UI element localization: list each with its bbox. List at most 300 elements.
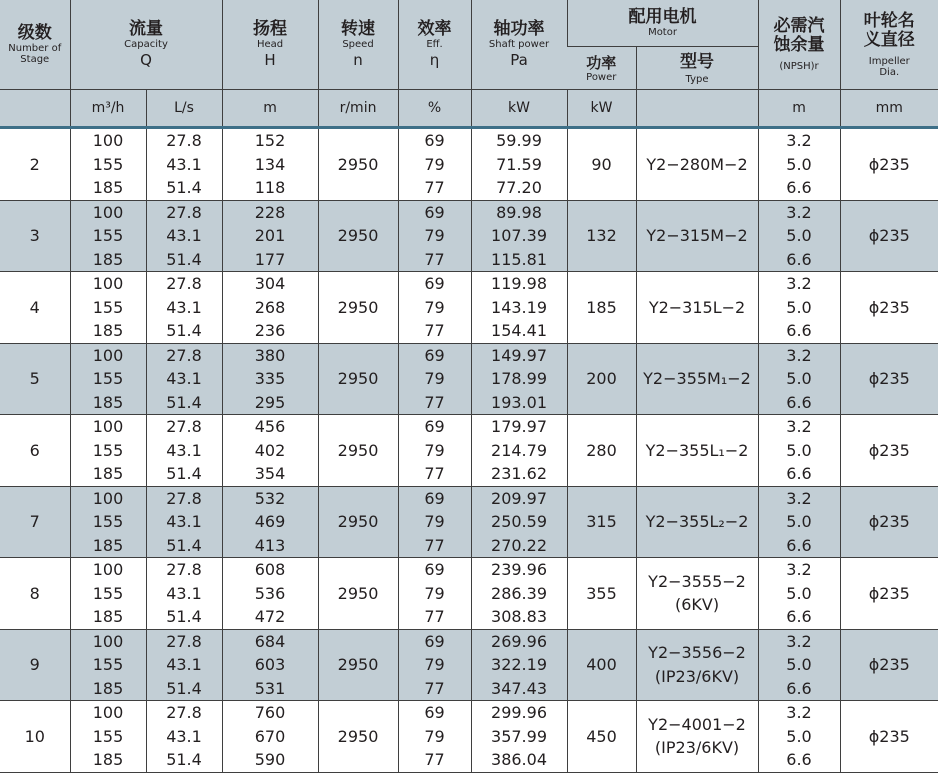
head-cell-value: 472	[254, 607, 286, 626]
capacity-m3h-cell	[70, 272, 146, 344]
speed-header-cn: 转速	[341, 18, 376, 39]
stage-cell: 9	[0, 629, 70, 701]
motor-power-cell: 280	[567, 415, 636, 487]
capacity-ls-cell-value: 27.8	[166, 345, 202, 365]
shaft-power-cell	[471, 629, 567, 701]
head-cell-value: 295	[254, 392, 286, 412]
head-cell	[222, 701, 318, 773]
table-row	[0, 701, 938, 773]
capacity-ls-cell	[146, 343, 222, 415]
capacity-ls-cell-value: 43.1	[166, 297, 202, 317]
stage-cell: 7	[0, 486, 70, 558]
shaft-power-cell-value: 270.22	[491, 535, 547, 555]
capacity-m3h-cell-value: 100	[92, 345, 124, 365]
motor-type-cell	[636, 415, 758, 487]
eff-cell	[398, 129, 471, 200]
stage-cell: 10	[0, 701, 70, 773]
npsh-cell-value: 5.0	[786, 226, 812, 245]
capacity-m3h-cell-value: 100	[92, 488, 124, 508]
shaft-power-cell-value: 231.62	[491, 464, 547, 483]
head-cell	[222, 129, 318, 200]
motor-power-cell: 400	[567, 629, 636, 701]
speed-header	[318, 0, 398, 90]
motor-type-cell	[636, 129, 758, 200]
shaft-power-cell-value: 179.97	[491, 417, 547, 436]
npsh-cell-value: 3.2	[786, 131, 812, 150]
impeller-cell: ϕ235	[840, 486, 938, 558]
npsh-cell-value: 6.6	[786, 178, 812, 197]
npsh-cell-value: 6.6	[786, 249, 812, 269]
shaft-power-cell-value: 322.19	[491, 655, 547, 674]
capacity-m3h-cell-value: 155	[92, 369, 124, 388]
eff-cell	[398, 701, 471, 773]
impeller-header-cn: 叶轮名义直径	[863, 10, 915, 50]
eff-cell	[398, 558, 471, 630]
capacity-ls-cell	[146, 701, 222, 773]
head-header	[222, 0, 318, 90]
shaft-power-cell-value: 193.01	[491, 392, 547, 412]
npsh-cell-value: 5.0	[786, 297, 812, 317]
capacity-m3h-cell	[70, 629, 146, 701]
npsh-header-en: (NPSH)r	[779, 61, 819, 72]
eff-cell-value: 79	[424, 655, 445, 674]
table-body	[0, 129, 938, 772]
shaft-power-cell-value: 209.97	[491, 488, 547, 508]
eff-cell-value: 69	[424, 560, 445, 579]
table-header	[0, 0, 938, 129]
motor-type-cell-value: (IP23/6KV)	[654, 666, 740, 686]
type-header-cn: 型号	[680, 52, 715, 72]
speed-header-en: Speed	[342, 38, 374, 50]
eff-cell-value: 69	[424, 131, 445, 150]
capacity-m3h-cell	[70, 701, 146, 773]
type-header	[636, 47, 758, 90]
eff-cell-value: 69	[424, 703, 445, 722]
speed-cell: 2950	[318, 200, 398, 272]
impeller-cell: ϕ235	[840, 415, 938, 487]
shaft-power-cell-value: 299.96	[491, 703, 547, 722]
npsh-cell-value: 3.2	[786, 560, 812, 579]
npsh-cell-value: 6.6	[786, 607, 812, 626]
head-cell-value: 177	[254, 249, 286, 269]
table-row	[0, 629, 938, 701]
eff-cell-value: 69	[424, 488, 445, 508]
capacity-ls-cell-value: 51.4	[166, 249, 202, 269]
table-row	[0, 415, 938, 487]
eff-cell-value: 79	[424, 369, 445, 388]
head-cell-value: 456	[254, 417, 286, 436]
npsh-cell-value: 3.2	[786, 202, 812, 222]
npsh-cell-value: 6.6	[786, 678, 812, 698]
capacity-m3h-cell-value: 155	[92, 655, 124, 674]
speed-cell: 2950	[318, 415, 398, 487]
capacity-header-en: Capacity	[124, 38, 168, 50]
shaft-power-cell-value: 357.99	[491, 726, 547, 746]
unit-eff: %	[398, 90, 471, 127]
motor-type-cell-value: Y2−355L₂−2	[645, 512, 749, 531]
head-cell-value: 469	[254, 512, 286, 531]
capacity-m3h-cell-value: 155	[92, 226, 124, 245]
shaft-header-cn: 轴功率	[493, 18, 545, 39]
motor-power-cell: 200	[567, 343, 636, 415]
npsh-cell	[758, 415, 840, 487]
npsh-cell-value: 5.0	[786, 440, 812, 460]
eff-cell-value: 77	[424, 321, 445, 340]
motor-type-cell-value: Y2−315M−2	[646, 226, 748, 245]
npsh-cell	[758, 486, 840, 558]
shaft-power-cell-value: 149.97	[491, 345, 547, 365]
shaft-power-cell-value: 107.39	[491, 226, 547, 245]
unit-capacity-ls: L/s	[146, 90, 222, 127]
npsh-cell-value: 6.6	[786, 750, 812, 769]
shaft-power-cell-value: 143.19	[491, 297, 547, 317]
motor-type-cell-value: Y2−355M₁−2	[643, 369, 751, 388]
speed-cell: 2950	[318, 272, 398, 344]
capacity-m3h-cell-value: 185	[92, 249, 124, 269]
npsh-cell-value: 3.2	[786, 345, 812, 365]
capacity-ls-cell-value: 43.1	[166, 440, 202, 460]
shaft-power-cell-value: 269.96	[491, 631, 547, 651]
motor-type-cell-value: Y2−3556−2	[648, 643, 746, 663]
head-cell-value: 402	[254, 440, 286, 460]
eff-cell-value: 77	[424, 178, 445, 197]
capacity-ls-cell-value: 27.8	[166, 131, 202, 150]
npsh-cell-value: 6.6	[786, 321, 812, 340]
shaft-power-cell-value: 77.20	[496, 178, 542, 197]
motor-header-en: Motor	[648, 27, 677, 38]
capacity-m3h-cell-value: 100	[92, 131, 124, 150]
head-cell	[222, 272, 318, 344]
capacity-m3h-cell-value: 100	[92, 560, 124, 579]
capacity-ls-cell-value: 51.4	[166, 178, 202, 197]
eff-cell-value: 69	[424, 274, 445, 293]
head-cell-value: 684	[254, 631, 286, 651]
npsh-cell	[758, 200, 840, 272]
npsh-cell	[758, 272, 840, 344]
head-cell-value: 413	[254, 535, 286, 555]
motor-type-cell	[636, 200, 758, 272]
npsh-header-cn: 必需汽蚀余量	[773, 16, 825, 55]
unit-shaft: kW	[471, 90, 567, 127]
capacity-m3h-cell-value: 185	[92, 750, 124, 769]
capacity-m3h-cell-value: 185	[92, 535, 124, 555]
eff-header	[398, 0, 471, 90]
eff-cell-value: 79	[424, 726, 445, 746]
motor-type-cell-value: Y2−3555−2	[648, 571, 746, 591]
head-cell-value: 118	[254, 178, 286, 197]
table-row	[0, 558, 938, 630]
eff-cell-value: 79	[424, 226, 445, 245]
capacity-m3h-cell-value: 100	[92, 631, 124, 651]
unit-npsh: m	[758, 90, 840, 127]
speed-header-sym: n	[353, 50, 363, 69]
capacity-ls-cell-value: 43.1	[166, 154, 202, 174]
eff-cell-value: 69	[424, 345, 445, 365]
head-cell	[222, 200, 318, 272]
stage-cell: 2	[0, 129, 70, 200]
head-cell-value: 201	[254, 226, 286, 245]
motor-type-cell-value: Y2−355L₁−2	[645, 440, 749, 460]
stage-cell: 3	[0, 200, 70, 272]
head-header-en: Head	[256, 38, 284, 50]
speed-cell: 2950	[318, 701, 398, 773]
units-row	[0, 90, 938, 127]
unit-capacity-m3h: m³/h	[70, 90, 146, 127]
capacity-ls-cell-value: 43.1	[166, 226, 202, 245]
motor-type-cell	[636, 701, 758, 773]
npsh-header	[758, 0, 840, 90]
impeller-cell: ϕ235	[840, 629, 938, 701]
npsh-cell-value: 3.2	[786, 488, 812, 508]
motor-type-cell-value: (IP23/6KV)	[654, 738, 740, 758]
head-cell-value: 304	[254, 274, 286, 293]
shaft-power-cell	[471, 129, 567, 200]
npsh-cell	[758, 558, 840, 630]
shaft-power-cell-value: 239.96	[491, 560, 547, 579]
head-cell-value: 670	[254, 726, 286, 746]
capacity-header	[70, 0, 222, 90]
eff-cell	[398, 486, 471, 558]
npsh-cell	[758, 629, 840, 701]
shaft-power-cell	[471, 343, 567, 415]
capacity-m3h-cell-value: 100	[92, 274, 124, 293]
head-cell	[222, 343, 318, 415]
npsh-cell-value: 6.6	[786, 392, 812, 412]
head-cell-value: 134	[254, 154, 286, 174]
shaft-power-header	[471, 0, 567, 90]
head-cell-value: 152	[254, 131, 286, 150]
eff-cell-value: 79	[424, 297, 445, 317]
shaft-power-cell	[471, 558, 567, 630]
eff-cell-value: 77	[424, 607, 445, 626]
shaft-power-cell-value: 308.83	[491, 607, 547, 626]
capacity-m3h-cell	[70, 415, 146, 487]
eff-header-cn: 效率	[417, 18, 452, 39]
motor-power-cell: 132	[567, 200, 636, 272]
stage-cell: 5	[0, 343, 70, 415]
eff-cell	[398, 272, 471, 344]
table-row	[0, 272, 938, 344]
power-header	[567, 47, 636, 90]
capacity-ls-cell-value: 51.4	[166, 750, 202, 769]
head-cell-value: 532	[254, 488, 286, 508]
capacity-ls-cell-value: 27.8	[166, 560, 202, 579]
capacity-m3h-cell-value: 155	[92, 512, 124, 531]
capacity-ls-cell	[146, 272, 222, 344]
capacity-ls-cell	[146, 629, 222, 701]
stage-cell: 8	[0, 558, 70, 630]
capacity-m3h-cell-value: 185	[92, 321, 124, 340]
eff-cell-value: 77	[424, 464, 445, 483]
eff-cell	[398, 415, 471, 487]
head-cell-value: 228	[254, 202, 286, 222]
shaft-header-sym: Pa	[510, 50, 528, 69]
shaft-power-cell-value: 154.41	[491, 321, 547, 340]
npsh-cell-value: 5.0	[786, 369, 812, 388]
impeller-cell: ϕ235	[840, 129, 938, 200]
shaft-power-cell-value: 178.99	[491, 369, 547, 388]
eff-cell-value: 69	[424, 417, 445, 436]
table-row	[0, 343, 938, 415]
head-cell-value: 380	[254, 345, 286, 365]
capacity-ls-cell-value: 43.1	[166, 726, 202, 746]
motor-type-cell	[636, 558, 758, 630]
shaft-power-cell-value: 214.79	[491, 440, 547, 460]
unit-impeller: mm	[840, 90, 938, 127]
motor-type-cell	[636, 343, 758, 415]
stage-cell: 4	[0, 272, 70, 344]
head-cell-value: 268	[254, 297, 286, 317]
stage-cell: 6	[0, 415, 70, 487]
npsh-cell	[758, 129, 840, 200]
impeller-cell: ϕ235	[840, 558, 938, 630]
capacity-ls-cell	[146, 200, 222, 272]
capacity-m3h-cell-value: 155	[92, 583, 124, 603]
head-cell-value: 590	[254, 750, 286, 769]
motor-type-cell-value: (6KV)	[674, 595, 720, 615]
stage-header-cn: 级数	[17, 23, 52, 43]
head-cell-value: 603	[254, 655, 286, 674]
eff-cell-value: 77	[424, 535, 445, 555]
stage-header-en: Number of Stage	[8, 43, 62, 65]
speed-cell: 2950	[318, 129, 398, 200]
motor-type-cell-value: Y2−315L−2	[648, 297, 746, 317]
shaft-power-cell-value: 119.98	[491, 274, 547, 293]
head-cell-value: 531	[254, 678, 286, 698]
capacity-ls-cell	[146, 129, 222, 200]
capacity-ls-cell-value: 27.8	[166, 631, 202, 651]
capacity-m3h-cell	[70, 200, 146, 272]
speed-cell: 2950	[318, 558, 398, 630]
capacity-m3h-cell-value: 100	[92, 202, 124, 222]
type-header-en: Type	[685, 74, 709, 85]
capacity-ls-cell-value: 27.8	[166, 274, 202, 293]
shaft-power-cell-value: 347.43	[491, 678, 547, 698]
head-cell	[222, 415, 318, 487]
speed-cell: 2950	[318, 629, 398, 701]
capacity-m3h-cell-value: 185	[92, 392, 124, 412]
shaft-power-cell	[471, 200, 567, 272]
head-cell	[222, 486, 318, 558]
capacity-m3h-cell-value: 185	[92, 678, 124, 698]
eff-cell-value: 77	[424, 678, 445, 698]
impeller-header-en: Impeller Dia.	[868, 55, 910, 78]
eff-cell-value: 77	[424, 249, 445, 269]
unit-power: kW	[567, 90, 636, 127]
capacity-ls-cell-value: 51.4	[166, 535, 202, 555]
npsh-cell-value: 6.6	[786, 535, 812, 555]
impeller-cell: ϕ235	[840, 200, 938, 272]
eff-cell	[398, 200, 471, 272]
npsh-cell-value: 6.6	[786, 464, 812, 483]
capacity-ls-cell-value: 27.8	[166, 417, 202, 436]
head-cell	[222, 558, 318, 630]
shaft-power-cell-value: 89.98	[496, 202, 542, 222]
capacity-m3h-cell	[70, 486, 146, 558]
eff-cell-value: 79	[424, 583, 445, 603]
head-cell-value: 608	[254, 560, 286, 579]
head-header-sym: H	[264, 50, 276, 69]
impeller-cell: ϕ235	[840, 272, 938, 344]
capacity-ls-cell-value: 43.1	[166, 369, 202, 388]
capacity-ls-cell-value: 27.8	[166, 703, 202, 722]
capacity-m3h-cell-value: 185	[92, 178, 124, 197]
eff-cell-value: 69	[424, 631, 445, 651]
npsh-cell-value: 3.2	[786, 703, 812, 722]
capacity-m3h-cell	[70, 343, 146, 415]
capacity-m3h-cell-value: 185	[92, 607, 124, 626]
capacity-ls-cell-value: 51.4	[166, 392, 202, 412]
power-header-cn: 功率	[586, 53, 617, 72]
eff-cell-value: 77	[424, 750, 445, 769]
motor-type-cell-value: Y2−280M−2	[646, 154, 748, 174]
capacity-m3h-cell-value: 155	[92, 154, 124, 174]
motor-power-cell: 185	[567, 272, 636, 344]
npsh-cell	[758, 343, 840, 415]
capacity-ls-cell-value: 43.1	[166, 655, 202, 674]
shaft-power-cell-value: 59.99	[496, 131, 542, 150]
npsh-cell-value: 5.0	[786, 655, 812, 674]
head-cell	[222, 629, 318, 701]
stage-header	[0, 0, 70, 90]
head-cell-value: 760	[254, 703, 286, 722]
capacity-m3h-cell-value: 185	[92, 464, 124, 483]
capacity-ls-cell-value: 43.1	[166, 512, 202, 531]
head-cell-value: 536	[254, 583, 286, 603]
unit-stage	[0, 90, 70, 127]
power-header-en: Power	[586, 71, 617, 83]
capacity-ls-cell-value: 51.4	[166, 321, 202, 340]
npsh-cell-value: 5.0	[786, 154, 812, 174]
npsh-cell-value: 3.2	[786, 417, 812, 436]
npsh-cell	[758, 701, 840, 773]
eff-cell-value: 69	[424, 202, 445, 222]
capacity-ls-cell-value: 51.4	[166, 678, 202, 698]
capacity-ls-cell-value: 27.8	[166, 488, 202, 508]
capacity-m3h-cell-value: 155	[92, 440, 124, 460]
capacity-m3h-cell-value: 100	[92, 417, 124, 436]
shaft-power-cell-value: 71.59	[496, 154, 542, 174]
eff-cell-value: 79	[424, 440, 445, 460]
speed-cell: 2950	[318, 343, 398, 415]
capacity-header-sym: Q	[140, 50, 152, 69]
unit-type	[636, 90, 758, 127]
shaft-power-cell-value: 115.81	[491, 249, 547, 269]
npsh-cell-value: 3.2	[786, 274, 812, 293]
shaft-power-cell	[471, 486, 567, 558]
shaft-power-cell-value: 250.59	[491, 512, 547, 531]
table-row	[0, 200, 938, 272]
capacity-ls-cell-value: 51.4	[166, 464, 202, 483]
motor-power-cell: 355	[567, 558, 636, 630]
eff-header-en: Eff.	[426, 38, 443, 50]
motor-power-cell: 450	[567, 701, 636, 773]
shaft-power-cell-value: 286.39	[491, 583, 547, 603]
eff-cell-value: 79	[424, 512, 445, 531]
motor-type-cell	[636, 272, 758, 344]
capacity-m3h-cell-value: 155	[92, 297, 124, 317]
shaft-power-cell-value: 386.04	[491, 750, 547, 769]
shaft-power-cell	[471, 415, 567, 487]
head-header-cn: 扬程	[253, 18, 288, 39]
eff-cell	[398, 343, 471, 415]
motor-power-cell: 315	[567, 486, 636, 558]
eff-cell	[398, 629, 471, 701]
shaft-power-cell	[471, 272, 567, 344]
capacity-ls-cell-value: 43.1	[166, 583, 202, 603]
eff-header-sym: η	[429, 50, 440, 69]
npsh-cell-value: 5.0	[786, 726, 812, 746]
